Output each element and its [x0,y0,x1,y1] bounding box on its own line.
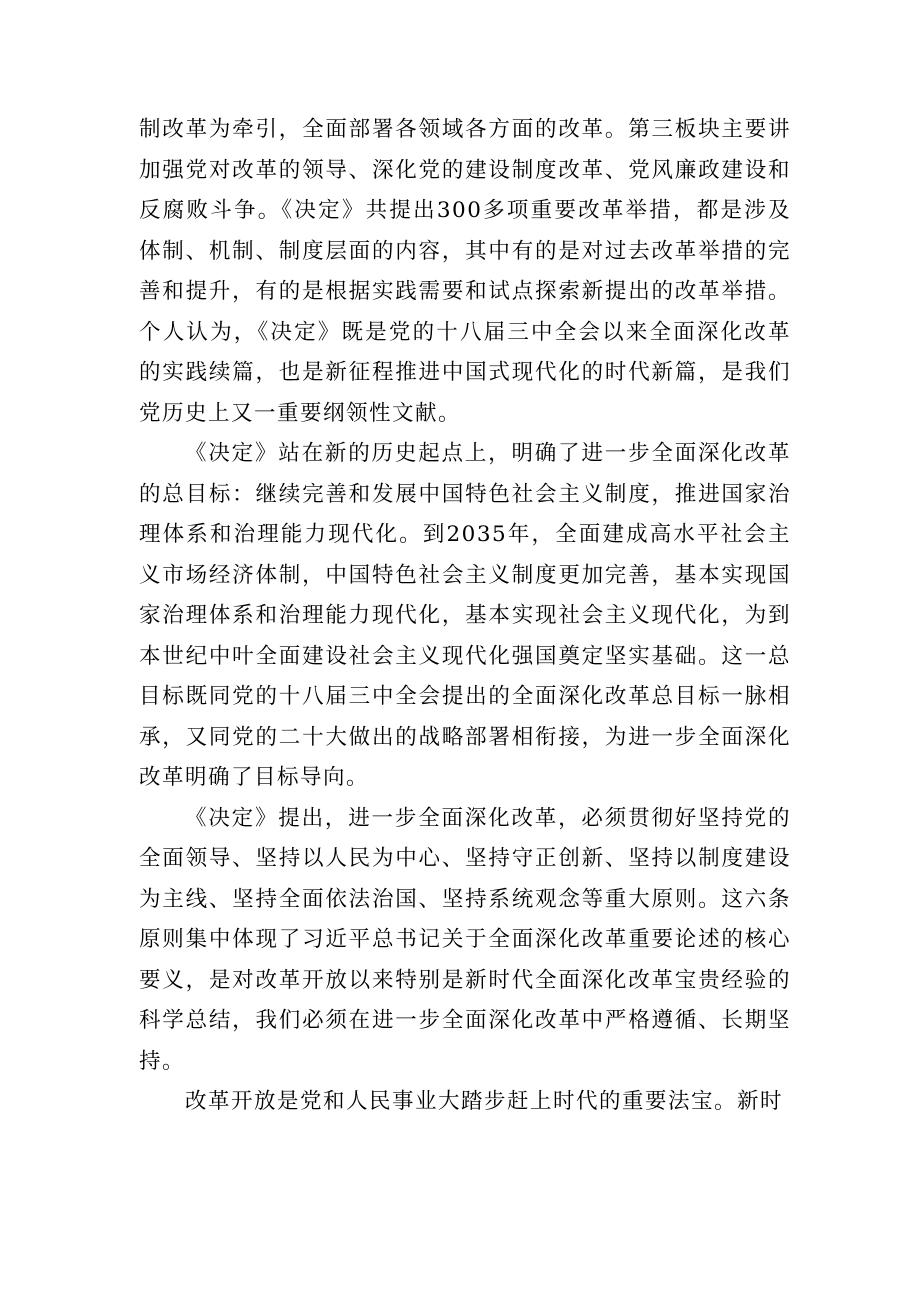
paragraph-principles: 《决定》提出，进一步全面深化改革，必须贯彻好坚持党的全面领导、坚持以人民为中心、坚持守正创新、坚持以制度建设为主线、坚持全面依法治国、坚持系统观念等重大原则。这六条原则集中体现了习近平总书记关于全面深化改革重要论述的核心要义，是对改革开放以来特别是新时代全面深化改革宝贵经验的科学总结，我们必须在进一步全面深化改革中严格遵循、长期坚持。 [139,805,791,1074]
paragraph-reform-opening: 改革开放是党和人民事业大踏步赶上时代的重要法宝。新时 [185,1089,784,1114]
paragraph-overall-goal: 《决定》站在新的历史起点上，明确了进一步全面深化改革的总目标：继续完善和发展中国特色社会主义制度，推进国家治理体系和治理能力现代化。到2035年，全面建成高水平社会主义市场经济体制，中国特色社会主义制度更加完善，基本实现国家治理体系和治理能力现代化，基本实现社会主义现代化，为到本世纪中叶全面建设社会主义现代化强国奠定坚实基础。这一总目标既同党的十八届三中全会提出的全面深化改革总目标一脉相承，又同党的二十大做出的战略部署相衔接，为进一步全面深化改革明确了目标导向。 [139,441,791,790]
paragraph-continued: 制改革为牵引，全面部署各领域各方面的改革。第三板块主要讲加强党对改革的领导、深化党的建设制度改革、党风廉政建设和反腐败斗争。《决定》共提出300多项重要改革举措，都是涉及体制、机制、制度层面的内容，其中有的是对过去改革举措的完善和提升，有的是根据实践需要和试点探索新提出的改革举措。个人认为，《决定》既是党的十八届三中全会以来全面深化改革的实践续篇，也是新征程推进中国式现代化的时代新篇，是我们党历史上又一重要纲领性文献。 [139,117,791,426]
document-body [139,110,791,1123]
